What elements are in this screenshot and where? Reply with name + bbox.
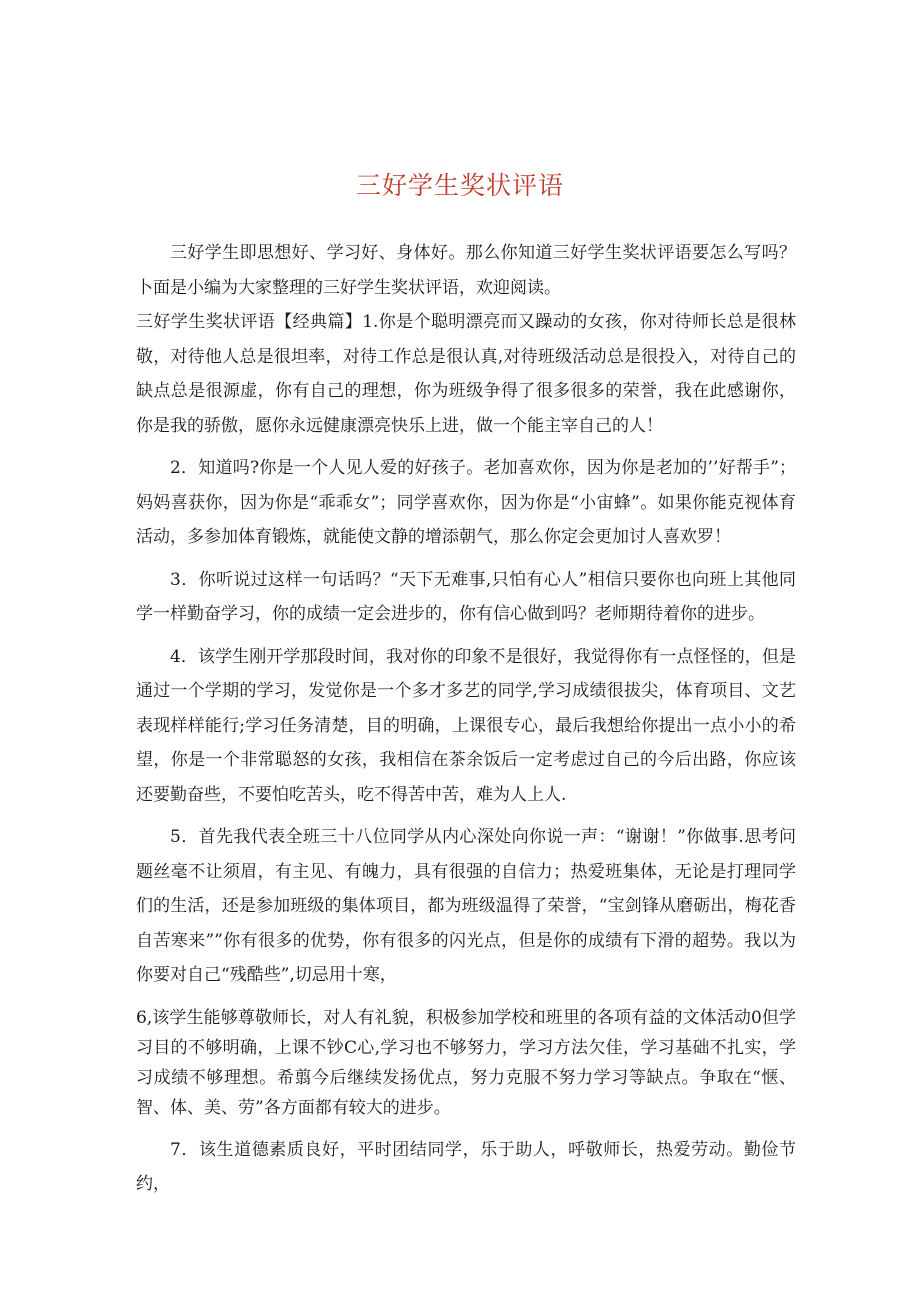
paragraph-7: 7．该生道德素质良好，平时团结同学，乐于助人，呼敬师长，热爱劳动。勤俭节约， [136, 1139, 796, 1194]
paragraph-2: 2．知道吗?你是一个人见人爱的好孩子。老加喜欢你，因为你是老加的’’好帮手”；妈妈喜获你，因为你是“乖乖女”；同学喜欢你，因为你是“小宙蜂”。如果你能克视体育活动，多参加体育锻炼，就能使文静的增添朝气，那么你定会更加讨人喜欢罗！ [136, 458, 796, 547]
paragraph-3: 3．你听说过这样一句话吗？“天下无难事,只怕有心人”相信只要你也向班上其他同学一样勤奋学习，你的成绩一定会进步的，你有信心做到吗？老师期待着你的进步。 [136, 569, 796, 624]
paragraph-1: 三好学生奖状评语【经典篇】1.你是个聪明漂亮而又躁动的女孩，你对待师长总是很林敬，对待他人总是很坦率，对待工作总是很认真,对待班级活动总是很投入，对待自己的缺点总是很源虚，你有自己的理想，你为班级争得了很多很多的荣誉，我在此感谢你，你是我的骄傲，愿你永远健康漂亮快乐上进，做一个能主宰自己的人！ [136, 312, 796, 436]
paragraph-5: 5．首先我代表全班三十八位同学从内心深处向你说一声：“谢谢！”你做事.思考问题丝毫不让须眉，有主见、有魄力，具有很强的自信力；热爱班集体，无论是打理同学们的生活，还是参加班级的集体项目，都为班级温得了荣誉，“宝剑锋从磨砺出，梅花香自苦寒来””你有很多的优势，你有很多的闪光点，但是你的成绩有下滑的超势。我以为你要对自己“残酷些”,切忌用十寒， [136, 827, 796, 985]
paragraph-intro: 三好学生即思想好、学习好、身体好。那么你知道三好学生奖状评语要怎么写吗？卜面是小编为大家整理的三好学生奖状评语，欢迎阅读。 [136, 243, 796, 298]
page-title: 三好学生奖状评语 [355, 171, 564, 200]
paragraph-6: 6,该学生能够尊敬师长，对人有礼貌，积极参加学校和班里的各项有益的文体活动0但学习目的不够明确，上课不钞C心,学习也不够努力，学习方法欠佳，学习基础不扎实，学习成绩不够理想。希翦今后继续发扬优点，努力克服不努力学习等缺点。争取在“惬、智、体、美、劳”各方面都有较大的进步。 [136, 1007, 796, 1118]
document-body [136, 236, 796, 1202]
paragraph-4: 4．该学生刚开学那段时间，我对你的印象不是很好，我觉得你有一点怪怪的，但是通过一个学期的学习，发觉你是一个多才多艺的同学,学习成绩很拔尖，体育项目、文艺表现样样能行;学习任务清楚，目的明确，上课很专心，最后我想给你提出一点小小的希望，你是一个非常聪怒的女孩，我相信在茶余饭后一定考虑过自己的今后出路，你应该还要勤奋些，不要怕吃苦头，吃不得苦中苦，难为人上人. [136, 646, 796, 805]
